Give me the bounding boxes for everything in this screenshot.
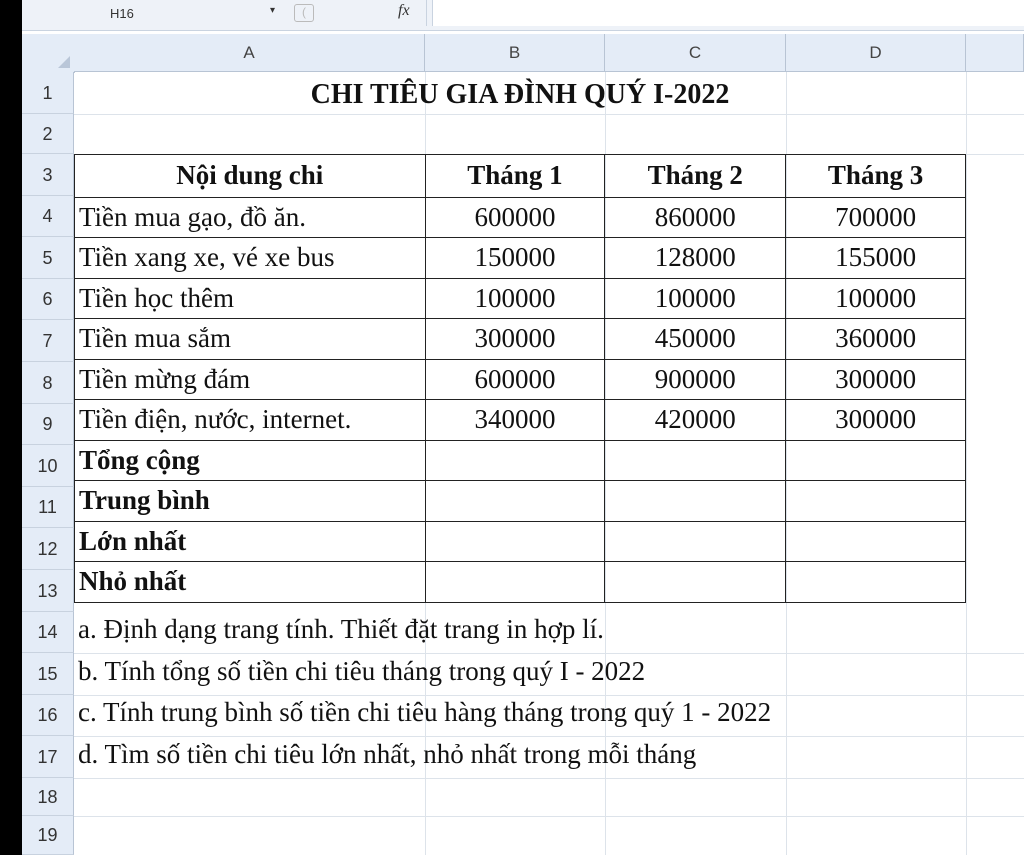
column-header-b[interactable]: B bbox=[425, 34, 605, 72]
header-cell[interactable]: Tháng 2 bbox=[605, 155, 786, 198]
empty-cell[interactable] bbox=[425, 440, 605, 481]
header-cell[interactable]: Nội dung chi bbox=[75, 155, 426, 198]
name-box-value: H16 bbox=[110, 6, 134, 21]
empty-cell[interactable] bbox=[425, 521, 605, 562]
value-cell[interactable]: 360000 bbox=[786, 319, 966, 360]
row-header-11[interactable]: 11 bbox=[22, 487, 74, 528]
row-header-6[interactable]: 6 bbox=[22, 279, 74, 320]
table-row bbox=[75, 197, 966, 238]
select-all-triangle-icon bbox=[58, 56, 70, 68]
value-cell[interactable]: 420000 bbox=[605, 400, 786, 441]
value-cell[interactable]: 900000 bbox=[605, 359, 786, 400]
table-row bbox=[75, 319, 966, 360]
expense-label-cell[interactable]: Tiền điện, nước, internet. bbox=[75, 400, 426, 441]
empty-cell[interactable] bbox=[786, 440, 966, 481]
row-header-8[interactable]: 8 bbox=[22, 362, 74, 404]
summary-label-cell[interactable]: Tổng cộng bbox=[75, 440, 426, 481]
empty-cell[interactable] bbox=[605, 521, 786, 562]
note-a[interactable]: a. Định dạng trang tính. Thiết đặt trang in hợp lí. bbox=[78, 614, 604, 644]
table-header-row bbox=[75, 155, 966, 198]
value-cell[interactable]: 340000 bbox=[425, 400, 605, 441]
row-header-1[interactable]: 1 bbox=[22, 72, 74, 114]
formula-bar bbox=[22, 0, 1024, 31]
note-b[interactable]: b. Tính tổng số tiền chi tiêu tháng trong quý I - 2022 bbox=[78, 656, 646, 686]
gridline bbox=[74, 816, 1024, 817]
value-cell[interactable]: 300000 bbox=[786, 359, 966, 400]
table-row bbox=[75, 359, 966, 400]
row-header-14[interactable]: 14 bbox=[22, 612, 74, 653]
column-header-e[interactable] bbox=[966, 34, 1024, 72]
summary-row bbox=[75, 481, 966, 522]
row-header-18[interactable]: 18 bbox=[22, 778, 74, 816]
name-box[interactable] bbox=[110, 3, 290, 23]
column-header-c[interactable]: C bbox=[605, 34, 786, 72]
row-header-17[interactable]: 17 bbox=[22, 736, 74, 778]
chevron-down-icon[interactable]: ▾ bbox=[270, 5, 276, 16]
expense-label-cell[interactable]: Tiền học thêm bbox=[75, 278, 426, 319]
empty-cell[interactable] bbox=[605, 481, 786, 522]
summary-label-cell[interactable]: Trung bình bbox=[75, 481, 426, 522]
summary-row bbox=[75, 562, 966, 603]
sheet-title[interactable]: CHI TIÊU GIA ĐÌNH QUÝ I-2022 bbox=[310, 79, 730, 110]
row-header-16[interactable]: 16 bbox=[22, 695, 74, 736]
note-d[interactable]: d. Tìm số tiền chi tiêu lớn nhất, nhỏ nhất trong mỗi tháng bbox=[78, 739, 697, 769]
column-headers bbox=[22, 34, 1024, 72]
empty-cell[interactable] bbox=[425, 481, 605, 522]
row-header-12[interactable]: 12 bbox=[22, 528, 74, 570]
value-cell[interactable]: 100000 bbox=[425, 278, 605, 319]
value-cell[interactable]: 300000 bbox=[786, 400, 966, 441]
header-cell[interactable]: Tháng 3 bbox=[786, 155, 966, 198]
table-row bbox=[75, 238, 966, 279]
value-cell[interactable]: 100000 bbox=[605, 278, 786, 319]
row-header-9[interactable]: 9 bbox=[22, 404, 74, 445]
value-cell[interactable]: 128000 bbox=[605, 238, 786, 279]
expense-label-cell[interactable]: Tiền xang xe, vé xe bus bbox=[75, 238, 426, 279]
formula-controls bbox=[292, 0, 432, 26]
empty-cell[interactable] bbox=[605, 440, 786, 481]
expense-label-cell[interactable]: Tiền mừng đám bbox=[75, 359, 426, 400]
expense-label-cell[interactable]: Tiền mua gạo, đồ ăn. bbox=[75, 197, 426, 238]
expense-table bbox=[74, 154, 966, 603]
spreadsheet-window bbox=[22, 0, 1024, 855]
expense-label-cell[interactable]: Tiền mua sắm bbox=[75, 319, 426, 360]
gridline bbox=[966, 72, 967, 855]
empty-cell[interactable] bbox=[786, 562, 966, 603]
formula-input[interactable] bbox=[432, 0, 1024, 26]
row-header-7[interactable]: 7 bbox=[22, 320, 74, 362]
value-cell[interactable]: 155000 bbox=[786, 238, 966, 279]
value-cell[interactable]: 300000 bbox=[425, 319, 605, 360]
note-c[interactable]: c. Tính trung bình số tiền chi tiêu hàng tháng trong quý 1 - 2022 bbox=[78, 697, 772, 727]
row-header-3[interactable]: 3 bbox=[22, 154, 74, 196]
cancel-icon[interactable]: ( bbox=[294, 4, 314, 22]
row-header-15[interactable]: 15 bbox=[22, 653, 74, 695]
value-cell[interactable]: 150000 bbox=[425, 238, 605, 279]
summary-row bbox=[75, 440, 966, 481]
empty-cell[interactable] bbox=[786, 481, 966, 522]
column-header-d[interactable]: D bbox=[786, 34, 966, 72]
gridline bbox=[74, 736, 1024, 737]
value-cell[interactable]: 600000 bbox=[425, 359, 605, 400]
empty-cell[interactable] bbox=[605, 562, 786, 603]
gridline bbox=[74, 778, 1024, 779]
select-all-button[interactable] bbox=[22, 34, 75, 73]
row-header-4[interactable]: 4 bbox=[22, 196, 74, 237]
gridline bbox=[74, 653, 1024, 654]
summary-row bbox=[75, 521, 966, 562]
row-header-13[interactable]: 13 bbox=[22, 570, 74, 612]
row-header-19[interactable]: 19 bbox=[22, 816, 74, 855]
value-cell[interactable]: 100000 bbox=[786, 278, 966, 319]
value-cell[interactable]: 700000 bbox=[786, 197, 966, 238]
table-row bbox=[75, 278, 966, 319]
divider bbox=[426, 0, 427, 26]
insert-function-button[interactable]: fx bbox=[398, 2, 410, 19]
table-row bbox=[75, 400, 966, 441]
row-header-10[interactable]: 10 bbox=[22, 445, 74, 487]
value-cell[interactable]: 860000 bbox=[605, 197, 786, 238]
header-cell[interactable]: Tháng 1 bbox=[425, 155, 605, 198]
empty-cell[interactable] bbox=[786, 521, 966, 562]
row-header-5[interactable]: 5 bbox=[22, 237, 74, 279]
summary-label-cell[interactable]: Nhỏ nhất bbox=[75, 562, 426, 603]
column-header-a[interactable]: A bbox=[74, 34, 425, 72]
row-header-2[interactable]: 2 bbox=[22, 114, 74, 154]
empty-cell[interactable] bbox=[425, 562, 605, 603]
value-cell[interactable]: 600000 bbox=[425, 197, 605, 238]
value-cell[interactable]: 450000 bbox=[605, 319, 786, 360]
summary-label-cell[interactable]: Lớn nhất bbox=[75, 521, 426, 562]
gridline bbox=[74, 695, 1024, 696]
